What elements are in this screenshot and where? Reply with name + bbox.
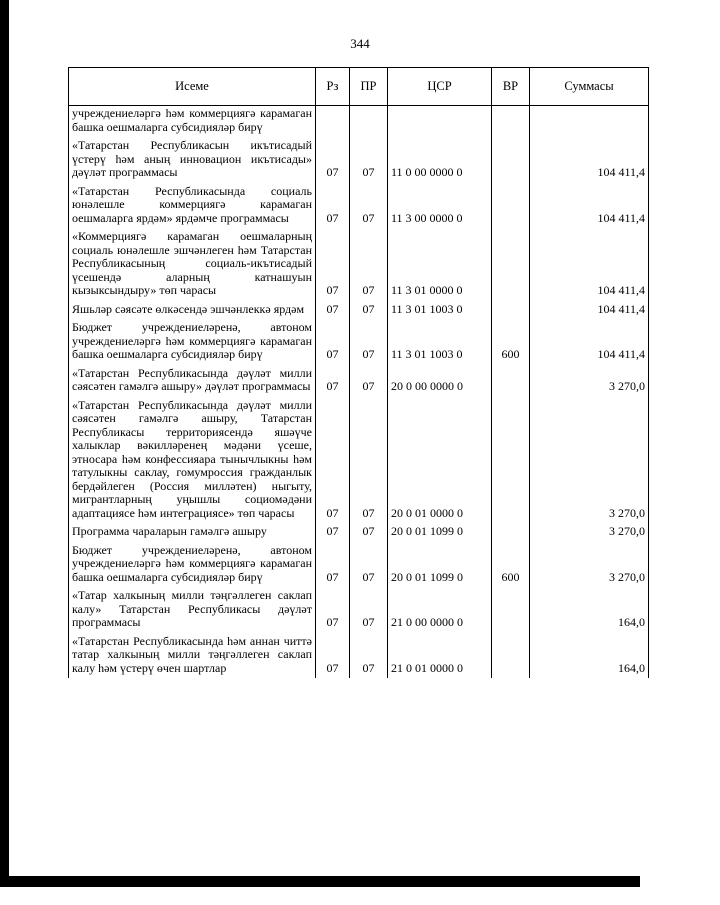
table-row: [69, 106, 649, 138]
cell-pr: [350, 106, 388, 138]
table-row: [69, 587, 649, 633]
cell-csr: 20 0 00 0000 0: [388, 365, 492, 397]
cell-vr: [492, 523, 530, 542]
budget-table: [68, 67, 649, 678]
cell-name: «Татарстан Республикасында һәм аннан читтә татар халкының милли тәңгәллеген саклап калу һәм үстерү өчен шартлар: [69, 633, 316, 679]
cell-sum: 3 270,0: [530, 397, 649, 524]
scan-border-bottom: [0, 876, 640, 887]
cell-pr: 07: [350, 542, 388, 588]
cell-csr: 11 3 01 1003 0: [388, 301, 492, 320]
cell-vr: [492, 301, 530, 320]
cell-pr: 07: [350, 301, 388, 320]
cell-vr: [492, 365, 530, 397]
cell-name: «Коммерциягә карамаган оешмаларның социаль юнәлешле эшчәнлеген һәм Татарстан Республикасының социаль-икътисадый үсешендә аларның катнашуын кызыксындыру» төп чарасы: [69, 228, 316, 301]
cell-csr: 20 0 01 1099 0: [388, 523, 492, 542]
cell-sum: 3 270,0: [530, 365, 649, 397]
cell-sum: 164,0: [530, 633, 649, 679]
cell-rz: 07: [316, 301, 350, 320]
cell-pr: 07: [350, 137, 388, 183]
cell-name: Бюджет учреждениеләренә, автоном учреждениеләргә һәм коммерциягә карамаган башка оешмаларга субсидияләр бирү: [69, 542, 316, 588]
table-row: [69, 633, 649, 679]
cell-sum: 3 270,0: [530, 523, 649, 542]
cell-rz: 07: [316, 137, 350, 183]
cell-csr: 21 0 00 0000 0: [388, 587, 492, 633]
cell-vr: [492, 633, 530, 679]
scan-border-left: [0, 0, 9, 884]
cell-vr: [492, 106, 530, 138]
table-row: [69, 183, 649, 229]
table-row: [69, 319, 649, 365]
cell-csr: 20 0 01 1099 0: [388, 542, 492, 588]
cell-name: «Татарстан Республикасында дәүләт милли сәясәтен гамәлгә ашыру, Татарстан Республикасы территориясендә яшәүче халыклар вәкилләренең мәдәни үсеше, этносара һәм конфессияара тынычлыкны һәм татулыкны саклау, гомумроссия гражданлык бердәйлеген (Россия милләтен) ныгыту, мигрантларның уңышлы социомәдәни адаптациясе һәм интеграциясе» төп чарасы: [69, 397, 316, 524]
cell-sum: 104 411,4: [530, 228, 649, 301]
table-body: [69, 106, 649, 679]
cell-vr: 600: [492, 319, 530, 365]
table-row: [69, 228, 649, 301]
cell-sum: 164,0: [530, 587, 649, 633]
cell-pr: 07: [350, 633, 388, 679]
table-row: [69, 137, 649, 183]
cell-csr: 11 3 01 0000 0: [388, 228, 492, 301]
cell-vr: [492, 397, 530, 524]
page-number: 344: [350, 36, 370, 51]
cell-name: «Татар халкының милли тәңгәллеген саклап калу» Татарстан Республикасы дәүләт программасы: [69, 587, 316, 633]
table-header: [69, 68, 649, 106]
cell-rz: 07: [316, 397, 350, 524]
cell-csr: 20 0 01 0000 0: [388, 397, 492, 524]
table-row: [69, 542, 649, 588]
cell-sum: [530, 106, 649, 138]
cell-pr: 07: [350, 319, 388, 365]
cell-sum: 3 270,0: [530, 542, 649, 588]
header-pr: ПР: [350, 68, 388, 106]
cell-name: учреждениеләргә һәм коммерциягә карамаган башка оешмаларга субсидияләр бирү: [69, 106, 316, 138]
cell-csr: 11 3 00 0000 0: [388, 183, 492, 229]
cell-csr: 21 0 01 0000 0: [388, 633, 492, 679]
cell-vr: [492, 137, 530, 183]
cell-name: Программа чараларын гамәлгә ашыру: [69, 523, 316, 542]
cell-rz: 07: [316, 228, 350, 301]
header-vr: ВР: [492, 68, 530, 106]
cell-rz: 07: [316, 587, 350, 633]
cell-name: Яшьләр сәясәте өлкәсендә эшчәнлеккә ярдәм: [69, 301, 316, 320]
header-name: Исеме: [69, 68, 316, 106]
cell-rz: 07: [316, 365, 350, 397]
cell-name: «Татарстан Республикасында социаль юнәлешле коммерциягә карамаган оешмаларга ярдәм» ярдәмче программасы: [69, 183, 316, 229]
cell-pr: 07: [350, 365, 388, 397]
cell-rz: 07: [316, 633, 350, 679]
cell-rz: 07: [316, 542, 350, 588]
cell-vr: [492, 183, 530, 229]
cell-pr: 07: [350, 397, 388, 524]
cell-pr: 07: [350, 523, 388, 542]
table-row: [69, 397, 649, 524]
cell-vr: 600: [492, 542, 530, 588]
cell-rz: 07: [316, 523, 350, 542]
table-row: [69, 365, 649, 397]
cell-vr: [492, 587, 530, 633]
cell-name: «Татарстан Республикасын икътисадый үстерү һәм аның инновацион икътисады» дәүләт программасы: [69, 137, 316, 183]
header-csr: ЦСР: [388, 68, 492, 106]
cell-pr: 07: [350, 228, 388, 301]
table-row: [69, 523, 649, 542]
cell-sum: 104 411,4: [530, 319, 649, 365]
cell-pr: 07: [350, 587, 388, 633]
cell-rz: [316, 106, 350, 138]
cell-sum: 104 411,4: [530, 137, 649, 183]
cell-csr: 11 3 01 1003 0: [388, 319, 492, 365]
cell-name: Бюджет учреждениеләренә, автоном учреждениеләргә һәм коммерциягә карамаган башка оешмаларга субсидияләр бирү: [69, 319, 316, 365]
header-row: [69, 68, 649, 106]
cell-csr: 11 0 00 0000 0: [388, 137, 492, 183]
cell-csr: [388, 106, 492, 138]
cell-rz: 07: [316, 183, 350, 229]
header-sum: Суммасы: [530, 68, 649, 106]
cell-sum: 104 411,4: [530, 183, 649, 229]
table-row: [69, 301, 649, 320]
header-rz: Рз: [316, 68, 350, 106]
cell-name: «Татарстан Республикасында дәүләт милли сәясәтен гамәлгә ашыру» дәүләт программасы: [69, 365, 316, 397]
cell-sum: 104 411,4: [530, 301, 649, 320]
cell-pr: 07: [350, 183, 388, 229]
cell-vr: [492, 228, 530, 301]
cell-rz: 07: [316, 319, 350, 365]
